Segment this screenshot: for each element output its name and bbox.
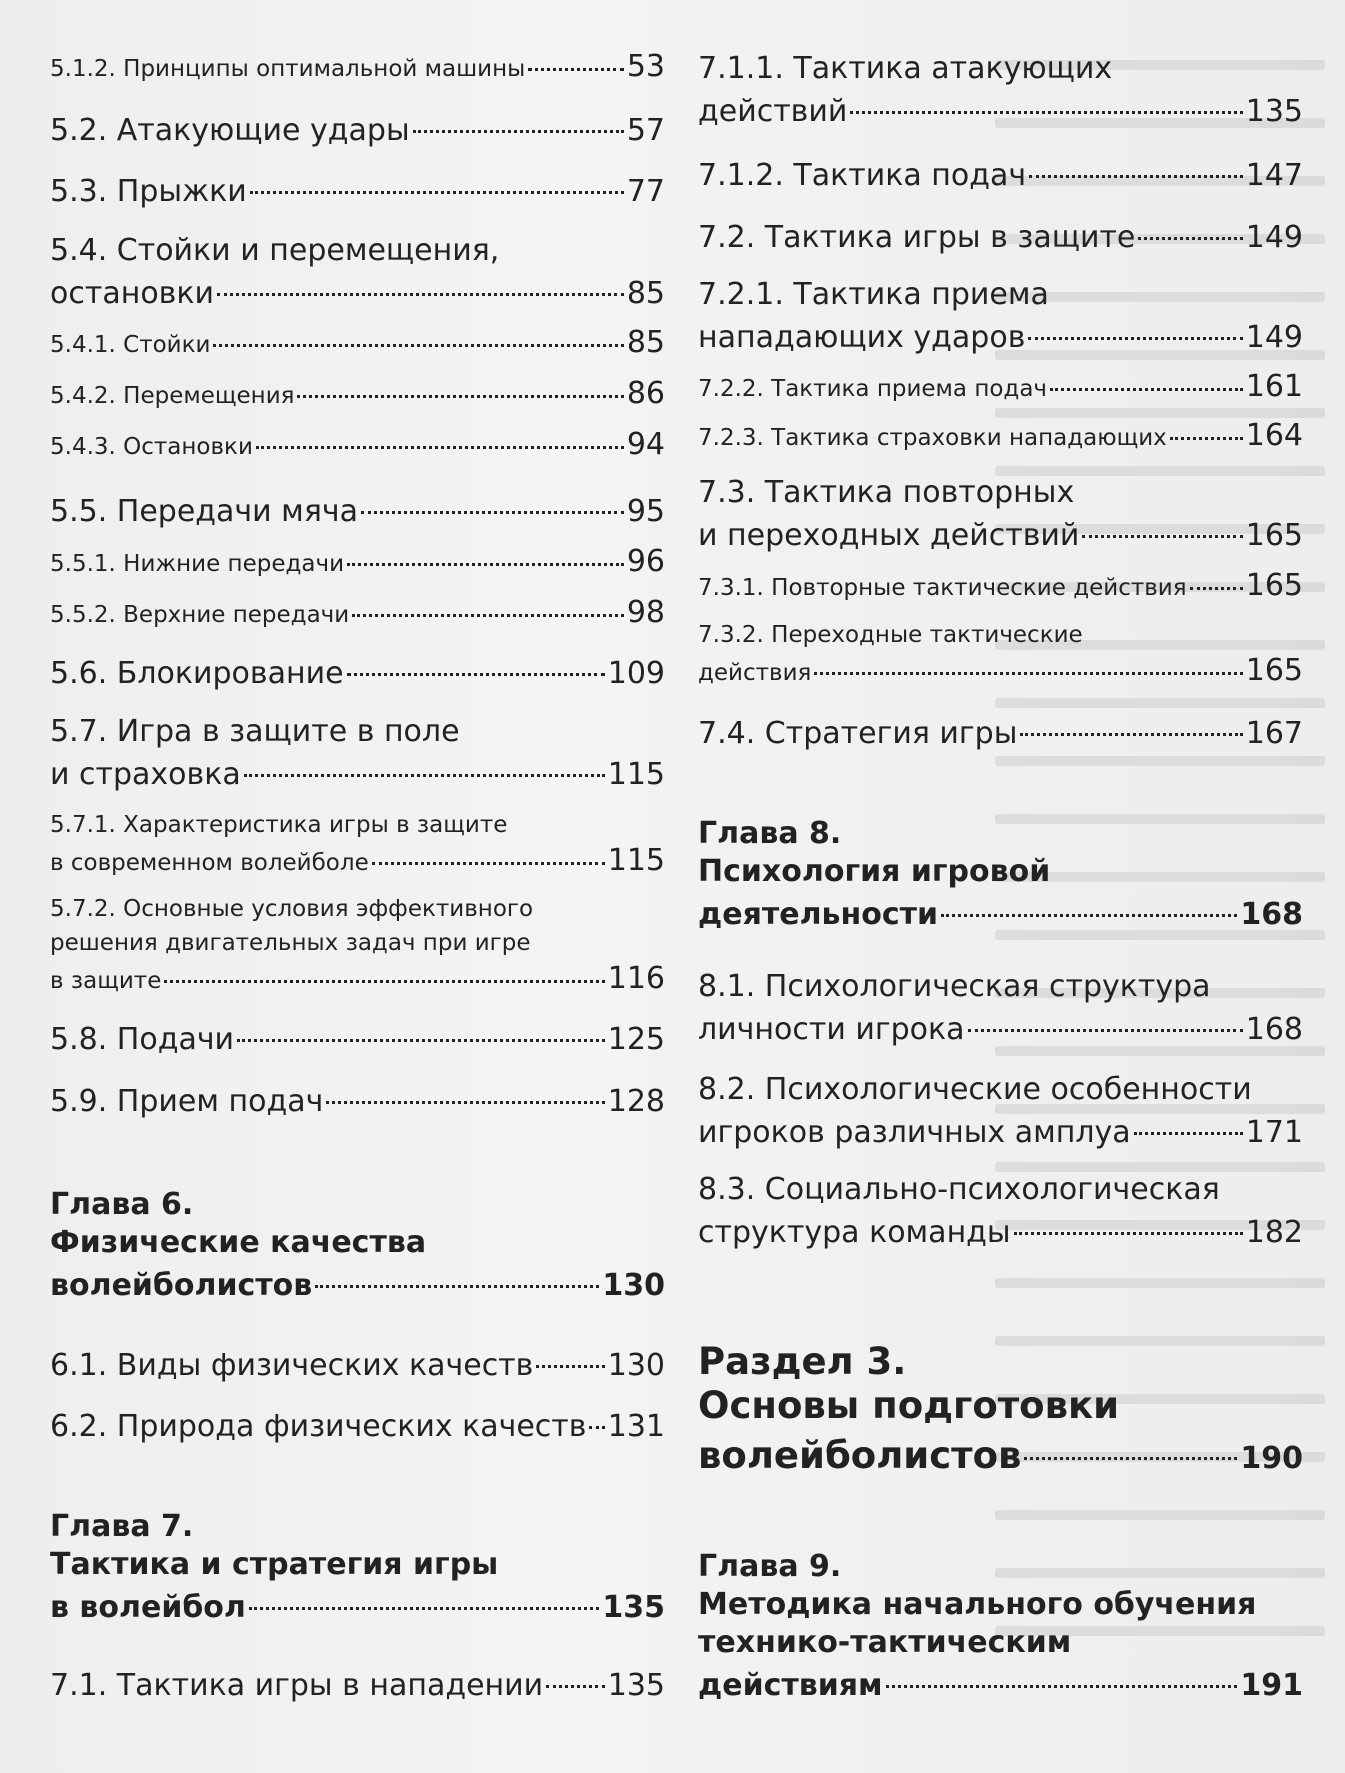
entry-title-line: 7.1.1. Тактика атакующих: [698, 51, 1113, 86]
page-number: 182: [1245, 1215, 1303, 1250]
dot-leader: [164, 957, 604, 983]
dot-leader: [850, 81, 1242, 114]
dot-leader: [1028, 307, 1242, 340]
entry-title: действия: [698, 660, 812, 686]
entry-title-line: 8.3. Социально-психологическая: [698, 1172, 1220, 1207]
entry-title: 5.5. Передачи мяча: [50, 494, 358, 529]
entry-title: 7.1. Тактика игры в нападении: [50, 1668, 544, 1703]
dot-leader: [237, 1009, 605, 1042]
chapter-heading: [50, 1508, 665, 1627]
dot-leader: [249, 1577, 599, 1610]
chapter-label: Глава 9.: [698, 1549, 842, 1584]
page-number: 135: [602, 1590, 665, 1625]
toc-entry: [50, 1662, 665, 1705]
page-number: 98: [626, 595, 665, 630]
section-title: волейболистов: [698, 1434, 1022, 1477]
entry-title: 5.4.1. Стойки: [50, 332, 211, 358]
dot-leader: [886, 1655, 1238, 1688]
toc-entry: [698, 1171, 1303, 1252]
toc-entry: [50, 324, 665, 362]
page-number: 161: [1245, 369, 1303, 404]
chapter-title: в волейбол: [50, 1590, 246, 1625]
chapter-title-line: Психология игровой: [698, 854, 1051, 889]
entry-title: 7.2. Тактика игры в защите: [698, 220, 1136, 255]
entry-title: 5.5.1. Нижние передачи: [50, 551, 345, 577]
entry-title-line: 5.7.1. Характеристика игры в защите: [50, 812, 508, 838]
dot-leader: [213, 321, 623, 347]
dot-leader: [352, 591, 624, 617]
toc-entry: [50, 1342, 665, 1385]
entry-title: 5.6. Блокирование: [50, 656, 344, 691]
entry-title: 7.2.2. Тактика приема подач: [698, 376, 1048, 402]
page-number: 191: [1240, 1668, 1303, 1703]
toc-entry: [50, 232, 665, 313]
entry-title-line: 7.2.1. Тактика приема: [698, 277, 1049, 312]
chapter-heading: [50, 1186, 665, 1305]
dot-leader: [315, 1255, 599, 1288]
dot-leader: [968, 999, 1243, 1032]
chapter-title-line: Методика начального обучения: [698, 1587, 1257, 1622]
page-number: 116: [607, 961, 665, 996]
dot-leader: [1138, 207, 1242, 240]
toc-entry: [50, 48, 665, 86]
dot-leader: [1024, 1420, 1237, 1460]
page-number: 165: [1245, 518, 1303, 553]
chapter-title-line: Физические качества: [50, 1225, 427, 1260]
entry-title: 5.9. Прием подач: [50, 1084, 324, 1119]
dot-leader: [244, 744, 605, 777]
dot-leader: [546, 1655, 605, 1688]
entry-title: 5.1.2. Принципы оптимальной машины: [50, 56, 526, 82]
toc-entry: [50, 713, 665, 794]
page-number: 149: [1245, 320, 1303, 355]
dot-leader: [1029, 145, 1243, 178]
toc-entry: [698, 710, 1303, 753]
page-number: 115: [607, 757, 665, 792]
page-number: 53: [626, 49, 665, 84]
dot-leader: [941, 884, 1237, 917]
chapter-label: Глава 8.: [698, 816, 842, 851]
toc-entry: [50, 650, 665, 693]
entry-title-line: 8.1. Психологическая структура: [698, 969, 1211, 1004]
toc-entry: [50, 594, 665, 632]
page-number: 94: [626, 427, 665, 462]
chapter-title: волейболистов: [50, 1268, 313, 1303]
entry-title-line: 7.3. Тактика повторных: [698, 475, 1075, 510]
chapter-heading: [698, 815, 1303, 934]
dot-leader: [347, 643, 605, 676]
entry-title: остановки: [50, 276, 214, 311]
toc-entry: [50, 375, 665, 413]
entry-title-line: 5.7. Игра в защите в поле: [50, 714, 460, 749]
toc-entry: [698, 368, 1303, 406]
dot-leader: [1190, 564, 1243, 590]
entry-title: структура команды: [698, 1215, 1011, 1250]
entry-title: 6.1. Виды физических качеств: [50, 1348, 534, 1383]
entry-title: 5.4.3. Остановки: [50, 434, 253, 460]
chapter-title-line: Тактика и стратегия игры: [50, 1547, 499, 1582]
entry-title: 5.5.2. Верхние передачи: [50, 602, 350, 628]
toc-entry: [50, 168, 665, 211]
toc-entry: [698, 618, 1303, 690]
page-number: 165: [1245, 568, 1303, 603]
chapter-title: действиям: [698, 1668, 883, 1703]
page-number: 131: [607, 1409, 665, 1444]
entry-title-line: 5.4. Стойки и перемещения,: [50, 233, 500, 268]
toc-entry: [698, 1071, 1303, 1152]
page-number: 85: [626, 276, 665, 311]
dot-leader: [250, 161, 624, 194]
toc-entry: [698, 50, 1303, 131]
toc-entry: [698, 968, 1303, 1049]
entry-title-line: решения двигательных задач при игре: [50, 930, 531, 956]
toc-entry: [698, 214, 1303, 257]
page-number: 135: [1245, 94, 1303, 129]
page-number: 95: [626, 494, 665, 529]
page-number: 149: [1245, 220, 1303, 255]
entry-title: 7.4. Стратегия игры: [698, 716, 1018, 751]
entry-title: и переходных действий: [698, 518, 1080, 553]
entry-title: игроков различных амплуа: [698, 1115, 1131, 1150]
entry-title: 5.8. Подачи: [50, 1022, 235, 1057]
page-number: 167: [1245, 716, 1303, 751]
toc-entry: [50, 543, 665, 581]
toc-entry: [50, 488, 665, 531]
dot-leader: [589, 1396, 604, 1429]
page-number: 96: [626, 544, 665, 579]
toc-entry: [50, 808, 665, 880]
chapter-title-line: технико-тактическим: [698, 1625, 1072, 1660]
entry-title: в современном волейболе: [50, 850, 369, 876]
toc-entry: [50, 1078, 665, 1121]
dot-leader: [1082, 505, 1242, 538]
toc-entry: [698, 152, 1303, 195]
page-number: 86: [626, 376, 665, 411]
section-heading: [698, 1340, 1303, 1478]
page-number: 165: [1245, 653, 1303, 688]
dot-leader: [1050, 365, 1243, 391]
toc-entry: [50, 107, 665, 150]
dot-leader: [326, 1071, 604, 1104]
dot-leader: [1020, 703, 1242, 736]
dot-leader: [413, 100, 624, 133]
dot-leader: [361, 481, 624, 514]
entry-title: 5.4.2. Перемещения: [50, 383, 295, 409]
chapter-label: Глава 7.: [50, 1509, 194, 1544]
toc-entry: [50, 1403, 665, 1446]
chapter-label: Глава 6.: [50, 1187, 194, 1222]
entry-title: в защите: [50, 968, 162, 994]
dot-leader: [256, 423, 624, 449]
dot-leader: [347, 540, 624, 566]
entry-title-line: 8.2. Психологические особенности: [698, 1072, 1252, 1107]
entry-title: 5.2. Атакующие удары: [50, 113, 410, 148]
dot-leader: [1134, 1102, 1243, 1135]
page-number: 77: [626, 174, 665, 209]
toc-entry: [698, 417, 1303, 455]
dot-leader: [1014, 1202, 1243, 1235]
page-number: 125: [607, 1022, 665, 1057]
chapter-title: деятельности: [698, 897, 939, 932]
entry-title: 5.3. Прыжки: [50, 174, 247, 209]
section-title-line: Основы подготовки: [698, 1384, 1120, 1427]
page-number: 164: [1245, 418, 1303, 453]
dot-leader: [1170, 414, 1243, 440]
toc-entry: [698, 276, 1303, 357]
entry-title: личности игрока: [698, 1012, 965, 1047]
toc-entry: [50, 892, 665, 998]
toc-entry: [50, 426, 665, 464]
page-number: 57: [626, 113, 665, 148]
entry-title: 7.3.1. Повторные тактические действия: [698, 575, 1187, 601]
section-label: Раздел 3.: [698, 1340, 907, 1383]
page-number: 109: [607, 656, 665, 691]
toc-entry: [50, 1016, 665, 1059]
page-number: 168: [1245, 1012, 1303, 1047]
page-number: 130: [602, 1268, 665, 1303]
page-number: 128: [607, 1084, 665, 1119]
page-number: 168: [1240, 897, 1303, 932]
page-number: 85: [626, 325, 665, 360]
page-number: 130: [607, 1348, 665, 1383]
entry-title-line: 7.3.2. Переходные тактические: [698, 622, 1083, 648]
toc-entry: [698, 474, 1303, 555]
chapter-heading: [698, 1548, 1303, 1705]
dot-leader: [297, 372, 623, 398]
entry-title: 6.2. Природа физических качеств: [50, 1409, 587, 1444]
entry-title: и страховка: [50, 757, 241, 792]
page-number: 135: [607, 1668, 665, 1703]
entry-title: 7.1.2. Тактика подач: [698, 158, 1027, 193]
toc-entry: [698, 567, 1303, 605]
page-number: 147: [1245, 158, 1303, 193]
entry-title-line: 5.7.2. Основные условия эффективного: [50, 896, 534, 922]
page-number: 115: [607, 843, 665, 878]
dot-leader: [372, 839, 605, 865]
entry-title: 7.2.3. Тактика страховки нападающих: [698, 425, 1167, 451]
dot-leader: [217, 263, 624, 296]
entry-title: действий: [698, 94, 848, 129]
dot-leader: [528, 45, 624, 71]
entry-title: нападающих ударов: [698, 320, 1026, 355]
page-number: 171: [1245, 1115, 1303, 1150]
dot-leader: [536, 1335, 604, 1368]
page-number: 190: [1240, 1441, 1303, 1476]
dot-leader: [814, 649, 1242, 675]
